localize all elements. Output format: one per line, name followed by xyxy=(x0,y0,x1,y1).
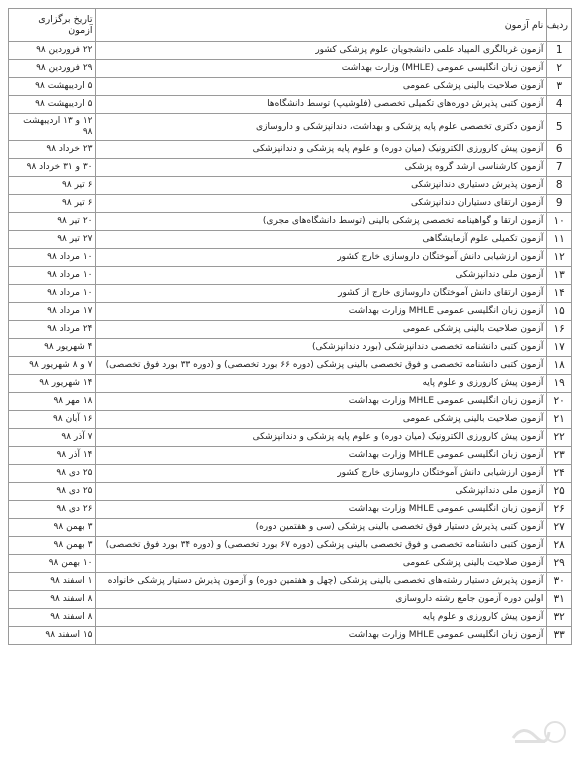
row-number-cell: ۱۶ xyxy=(547,321,572,339)
exam-name-cell: آزمون زبان انگلیسی عمومی MHLE وزارت بهداشت xyxy=(96,303,547,321)
exam-date-cell: ۳ بهمن ۹۸ xyxy=(9,519,96,537)
exam-name-cell: آزمون زبان انگلیسی عمومی MHLE وزارت بهداشت xyxy=(96,393,547,411)
exam-name-cell: آزمون ارزشیابی دانش آموختگان داروسازی خارج کشور xyxy=(96,249,547,267)
row-number-cell: ۱۹ xyxy=(547,375,572,393)
table-row xyxy=(9,42,572,60)
row-number-cell: ۲۸ xyxy=(547,537,572,555)
row-number-cell: ۲ xyxy=(547,60,572,78)
exam-name-cell: آزمون کتبی پذیرش دستیار فوق تخصصی بالینی پزشکی (سی و هفتمین دوره) xyxy=(96,519,547,537)
exam-name-cell: آزمون تکمیلی علوم آزمایشگاهی xyxy=(96,231,547,249)
exam-date-cell: ۱۰ مرداد ۹۸ xyxy=(9,285,96,303)
exam-date-cell: ۱۰ مرداد ۹۸ xyxy=(9,249,96,267)
table-body xyxy=(9,42,572,645)
exam-name-cell: آزمون پیش کارورزی الکترونیک (میان دوره) و علوم پایه پزشکی و دندانپزشکی xyxy=(96,429,547,447)
row-number-cell: ۱۸ xyxy=(547,357,572,375)
exam-date-cell: ۱۰ بهمن ۹۸ xyxy=(9,555,96,573)
table-row xyxy=(9,627,572,645)
table-row xyxy=(9,285,572,303)
table-row xyxy=(9,357,572,375)
exam-date-cell: ۳ بهمن ۹۸ xyxy=(9,537,96,555)
exam-name-cell: آزمون صلاحیت بالینی پزشکی عمومی xyxy=(96,78,547,96)
exam-name-cell: آزمون پیش کارورزی و علوم پایه xyxy=(96,609,547,627)
row-number-cell: ۲۷ xyxy=(547,519,572,537)
table-row xyxy=(9,159,572,177)
table-row xyxy=(9,267,572,285)
exam-date-cell: ۱۸ مهر ۹۸ xyxy=(9,393,96,411)
row-number-cell: ۱۷ xyxy=(547,339,572,357)
exam-date-cell: ۷ آذر ۹۸ xyxy=(9,429,96,447)
exam-name-cell: آزمون زبان انگلیسی عمومی (MHLE) وزارت بهداشت xyxy=(96,60,547,78)
row-number-cell: 7 xyxy=(547,159,572,177)
exam-date-cell: ۲۰ تیر ۹۸ xyxy=(9,213,96,231)
exam-date-cell: ۱۰ مرداد ۹۸ xyxy=(9,267,96,285)
table-row xyxy=(9,609,572,627)
header-exam-date: تاریخ برگزاری آزمون xyxy=(9,9,96,42)
exam-date-cell: ۲۳ خرداد ۹۸ xyxy=(9,141,96,159)
site-logo-watermark xyxy=(509,718,567,748)
row-number-cell: ۲۴ xyxy=(547,465,572,483)
row-number-cell: ۲۵ xyxy=(547,483,572,501)
exam-date-cell: ۱۴ شهریور ۹۸ xyxy=(9,375,96,393)
table-row xyxy=(9,429,572,447)
exam-name-cell: آزمون صلاحیت بالینی پزشکی عمومی xyxy=(96,321,547,339)
exam-name-cell: آزمون ارتقا و گواهینامه تخصصی پزشکی بالینی (توسط دانشگاه‌های مجری) xyxy=(96,213,547,231)
exam-date-cell: ۱۵ اسفند ۹۸ xyxy=(9,627,96,645)
exam-name-cell: آزمون زبان انگلیسی عمومی MHLE وزارت بهداشت xyxy=(96,501,547,519)
table-row xyxy=(9,483,572,501)
exam-date-cell: ۵ اردیبهشت ۹۸ xyxy=(9,96,96,114)
exam-date-cell: ۲۴ مرداد ۹۸ xyxy=(9,321,96,339)
exam-name-cell: آزمون دکتری تخصصی علوم پایه پزشکی و بهداشت، دندانپزشکی و داروسازی xyxy=(96,114,547,141)
exam-date-cell: ۱۷ مرداد ۹۸ xyxy=(9,303,96,321)
table-row xyxy=(9,96,572,114)
table-header-row xyxy=(9,9,572,42)
exam-name-cell: آزمون کتبی دانشنامه تخصصی و فوق تخصصی بالینی پزشکی (دوره ۶۶ بورد تخصصی) و (دوره ۳۳ بورد فوق تخصصی) xyxy=(96,357,547,375)
table-row xyxy=(9,78,572,96)
exam-name-cell: آزمون زبان انگلیسی عمومی MHLE وزارت بهداشت xyxy=(96,447,547,465)
row-number-cell: ۳۱ xyxy=(547,591,572,609)
table-row xyxy=(9,573,572,591)
row-number-cell: 1 xyxy=(547,42,572,60)
row-number-cell: 5 xyxy=(547,114,572,141)
exam-date-cell: ۳۰ و ۳۱ خرداد ۹۸ xyxy=(9,159,96,177)
exam-name-cell: آزمون کتبی دانشنامه تخصصی دندانپزشکی (بورد دندانپزشکی) xyxy=(96,339,547,357)
exam-name-cell: آزمون ارزشیابی دانش آموختگان داروسازی خارج کشور xyxy=(96,465,547,483)
exam-name-cell: آزمون پیش کارورزی الکترونیک (میان دوره) و علوم پایه پزشکی و دندانپزشکی xyxy=(96,141,547,159)
exam-date-cell: ۱۴ آذر ۹۸ xyxy=(9,447,96,465)
exam-name-cell: آزمون غربالگری المپیاد علمی دانشجویان علوم پزشکی کشور xyxy=(96,42,547,60)
exam-name-cell: آزمون ارتقای دانش آموختگان داروسازی خارج از کشور xyxy=(96,285,547,303)
exam-name-cell: آزمون ملی دندانپزشکی xyxy=(96,267,547,285)
row-number-cell: 9 xyxy=(547,195,572,213)
table-row xyxy=(9,393,572,411)
table-row xyxy=(9,114,572,141)
row-number-cell: ۳۲ xyxy=(547,609,572,627)
row-number-cell: 8 xyxy=(547,177,572,195)
exam-name-cell: آزمون پیش کارورزی و علوم پایه xyxy=(96,375,547,393)
exam-date-cell: ۲۷ تیر ۹۸ xyxy=(9,231,96,249)
exam-date-cell: ۸ اسفند ۹۸ xyxy=(9,609,96,627)
table-row xyxy=(9,231,572,249)
exam-name-cell: آزمون ارتقای دستیاران دندانپزشکی xyxy=(96,195,547,213)
row-number-cell: ۳ xyxy=(547,78,572,96)
table-row xyxy=(9,537,572,555)
exam-name-cell: آزمون کتبی دانشنامه تخصصی و فوق تخصصی بالینی پزشکی (دوره ۶۷ بورد تخصصی) و (دوره ۳۴ بورد فوق تخصصی) xyxy=(96,537,547,555)
exam-name-cell: آزمون زبان انگلیسی عمومی MHLE وزارت بهداشت xyxy=(96,627,547,645)
exam-name-cell: آزمون کتبی پذیرش دوره‌های تکمیلی تخصصی (فلوشیپ) توسط دانشگاه‌ها xyxy=(96,96,547,114)
exam-date-cell: ۱ اسفند ۹۸ xyxy=(9,573,96,591)
table-row xyxy=(9,177,572,195)
row-number-cell: ۲۹ xyxy=(547,555,572,573)
row-number-cell: ۱۴ xyxy=(547,285,572,303)
table-row xyxy=(9,141,572,159)
exam-name-cell: آزمون ملی دندانپزشکی xyxy=(96,483,547,501)
table-row xyxy=(9,465,572,483)
row-number-cell: ۱۵ xyxy=(547,303,572,321)
table-row xyxy=(9,591,572,609)
exam-date-cell: ۶ تیر ۹۸ xyxy=(9,195,96,213)
exam-date-cell: ۲۲ فروردین ۹۸ xyxy=(9,42,96,60)
row-number-cell: ۳۳ xyxy=(547,627,572,645)
row-number-cell: 4 xyxy=(547,96,572,114)
exam-date-cell: ۶ تیر ۹۸ xyxy=(9,177,96,195)
exam-date-cell: ۷ و ۸ شهریور ۹۸ xyxy=(9,357,96,375)
row-number-cell: ۲۳ xyxy=(547,447,572,465)
table-row xyxy=(9,411,572,429)
exam-schedule-table xyxy=(8,8,572,645)
table-row xyxy=(9,60,572,78)
row-number-cell: 6 xyxy=(547,141,572,159)
table-row xyxy=(9,303,572,321)
table-row xyxy=(9,249,572,267)
table-row xyxy=(9,321,572,339)
header-exam-name: نام آزمون xyxy=(96,9,547,42)
exam-name-cell: آزمون پذیرش دستیار رشته‌های تخصصی بالینی پزشکی (چهل و هفتمین دوره) و آزمون پذیرش دستیار پزشکی خانواده xyxy=(96,573,547,591)
table-row xyxy=(9,375,572,393)
table-row xyxy=(9,555,572,573)
exam-schedule-container xyxy=(8,8,572,645)
exam-name-cell: آزمون پذیرش دستیاری دندانپزشکی xyxy=(96,177,547,195)
table-row xyxy=(9,213,572,231)
exam-date-cell: ۱۲ و ۱۳ اردیبهشت ۹۸ xyxy=(9,114,96,141)
exam-date-cell: ۲۵ دی ۹۸ xyxy=(9,483,96,501)
table-row xyxy=(9,519,572,537)
exam-date-cell: ۲۶ دی ۹۸ xyxy=(9,501,96,519)
row-number-cell: ۱۰ xyxy=(547,213,572,231)
exam-name-cell: آزمون کارشناسی ارشد گروه پزشکی xyxy=(96,159,547,177)
exam-name-cell: آزمون صلاحیت بالینی پزشکی عمومی xyxy=(96,411,547,429)
exam-date-cell: ۵ اردیبهشت ۹۸ xyxy=(9,78,96,96)
exam-name-cell: اولین دوره آزمون جامع رشته داروسازی xyxy=(96,591,547,609)
row-number-cell: ۲۲ xyxy=(547,429,572,447)
exam-date-cell: ۴ شهریور ۹۸ xyxy=(9,339,96,357)
row-number-cell: ۲۱ xyxy=(547,411,572,429)
exam-date-cell: ۸ اسفند ۹۸ xyxy=(9,591,96,609)
row-number-cell: ۱۲ xyxy=(547,249,572,267)
table-row xyxy=(9,339,572,357)
row-number-cell: ۱۳ xyxy=(547,267,572,285)
exam-date-cell: ۲۵ دی ۹۸ xyxy=(9,465,96,483)
row-number-cell: ۲۰ xyxy=(547,393,572,411)
exam-name-cell: آزمون صلاحیت بالینی پزشکی عمومی xyxy=(96,555,547,573)
row-number-cell: ۳۰ xyxy=(547,573,572,591)
table-row xyxy=(9,501,572,519)
row-number-cell: ۲۶ xyxy=(547,501,572,519)
row-number-cell: ۱۱ xyxy=(547,231,572,249)
table-row xyxy=(9,447,572,465)
exam-date-cell: ۱۶ آبان ۹۸ xyxy=(9,411,96,429)
table-row xyxy=(9,195,572,213)
header-row-number: ردیف xyxy=(547,9,572,42)
exam-date-cell: ۲۹ فروردین ۹۸ xyxy=(9,60,96,78)
